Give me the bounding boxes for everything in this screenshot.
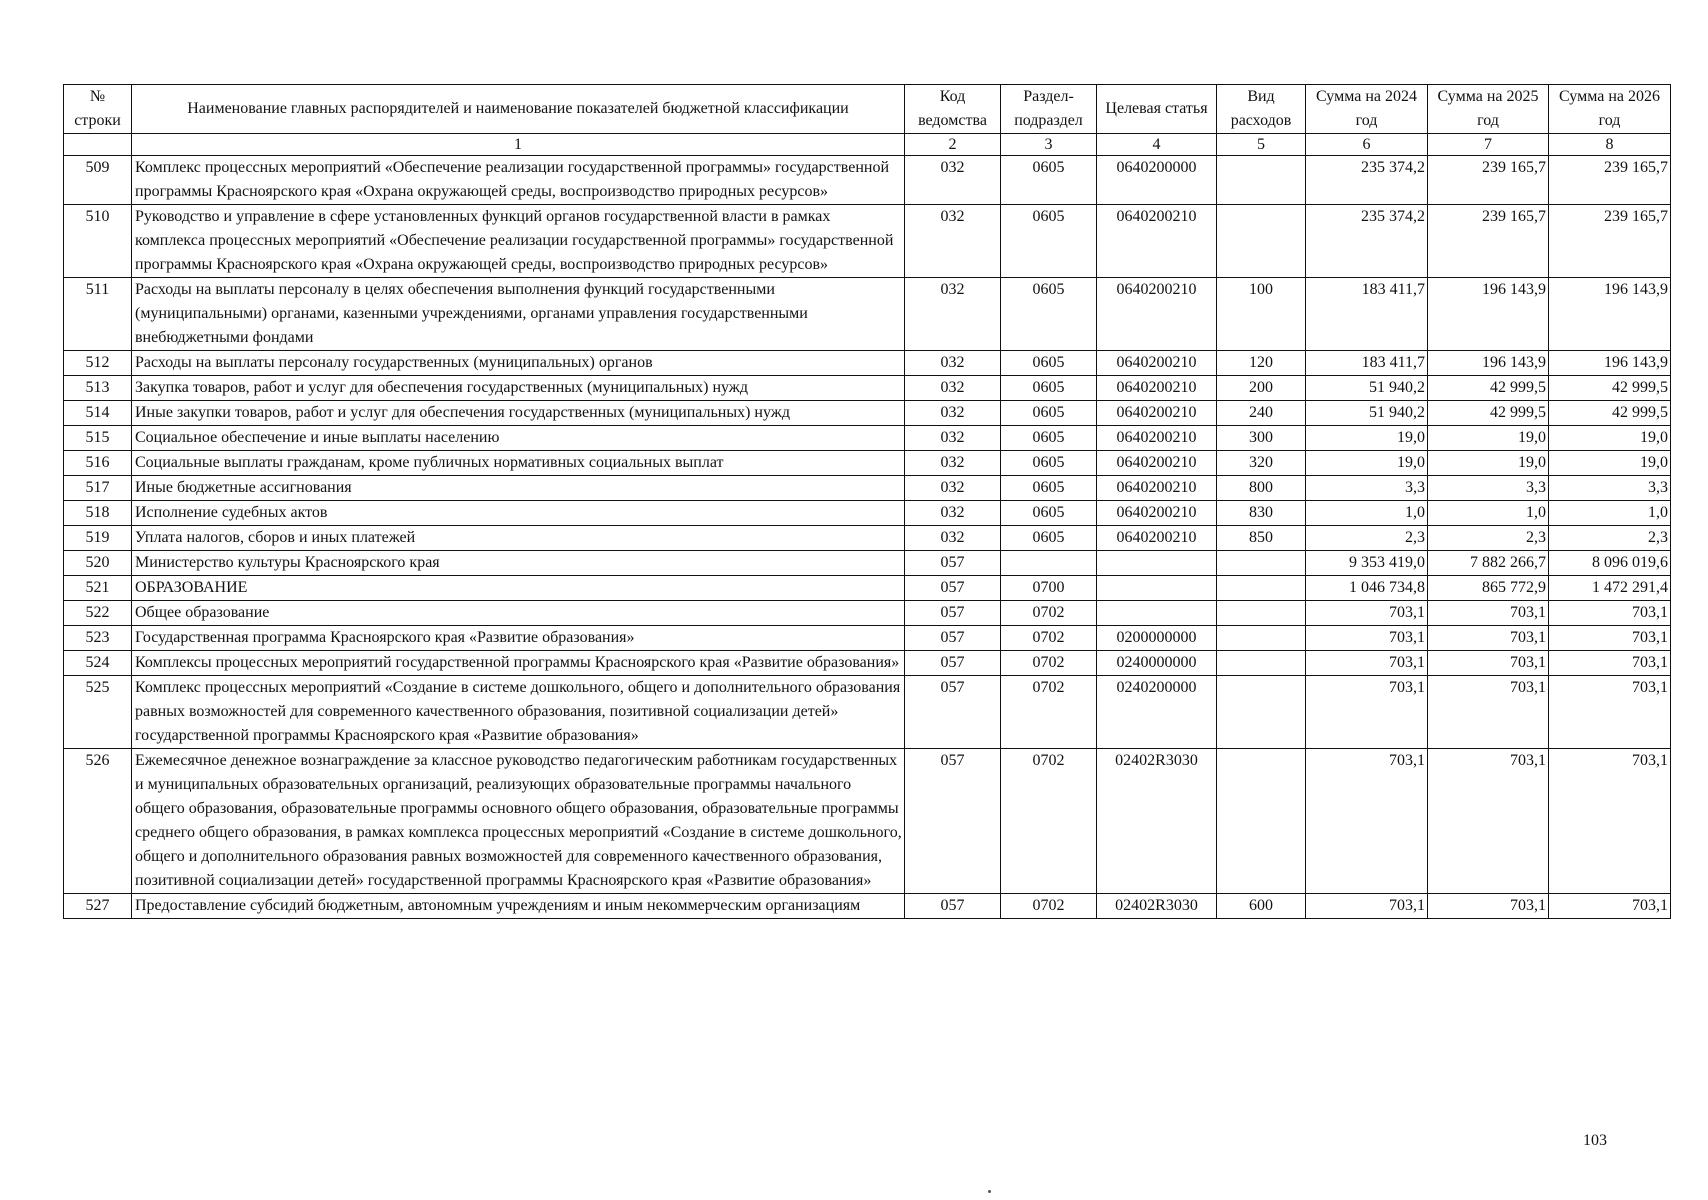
- row-sum-2026: 239 165,7: [1549, 205, 1671, 278]
- row-dept-code: 032: [905, 351, 1001, 376]
- row-number: 515: [64, 426, 132, 451]
- row-number: 516: [64, 451, 132, 476]
- row-sum-2026: 703,1: [1549, 676, 1671, 749]
- row-sum-2024: 9 353 419,0: [1306, 551, 1428, 576]
- row-target: 0640200210: [1097, 401, 1217, 426]
- column-number-row: [64, 134, 1671, 156]
- row-sum-2026: 703,1: [1549, 749, 1671, 894]
- row-number: 510: [64, 205, 132, 278]
- row-target: [1097, 601, 1217, 626]
- table-row: [64, 205, 1671, 278]
- row-sum-2024: 1,0: [1306, 501, 1428, 526]
- row-sum-2025: 1,0: [1428, 501, 1549, 526]
- table-row: [64, 626, 1671, 651]
- row-sum-2025: 703,1: [1428, 676, 1549, 749]
- column-number: 5: [1217, 134, 1306, 156]
- row-section: 0702: [1001, 626, 1097, 651]
- row-name: Комплекс процессных мероприятий «Обеспечение реализации государственной программы» государственной программы Красноярского края «Охрана окружающей среды, воспроизводство природных ресурсов»: [132, 156, 905, 205]
- row-section: 0702: [1001, 749, 1097, 894]
- row-section: 0605: [1001, 205, 1097, 278]
- row-number: 511: [64, 278, 132, 351]
- column-number: 4: [1097, 134, 1217, 156]
- row-section: 0605: [1001, 376, 1097, 401]
- row-expense-type: [1217, 576, 1306, 601]
- row-sum-2024: 703,1: [1306, 894, 1428, 919]
- column-number: 8: [1549, 134, 1671, 156]
- column-number-empty: [64, 134, 132, 156]
- table-row: [64, 676, 1671, 749]
- row-dept-code: 032: [905, 476, 1001, 501]
- row-sum-2024: 703,1: [1306, 676, 1428, 749]
- row-dept-code: 057: [905, 551, 1001, 576]
- row-section: 0605: [1001, 476, 1097, 501]
- row-dept-code: 032: [905, 526, 1001, 551]
- row-target: 0240000000: [1097, 651, 1217, 676]
- header-name: Наименование главных распорядителей и наименование показателей бюджетной классификации: [132, 85, 905, 134]
- table-row: [64, 894, 1671, 919]
- row-section: 0700: [1001, 576, 1097, 601]
- row-sum-2026: 196 143,9: [1549, 351, 1671, 376]
- row-expense-type: [1217, 205, 1306, 278]
- row-sum-2026: 239 165,7: [1549, 156, 1671, 205]
- row-target: [1097, 576, 1217, 601]
- row-sum-2025: 703,1: [1428, 749, 1549, 894]
- row-section: 0702: [1001, 601, 1097, 626]
- row-sum-2024: 183 411,7: [1306, 278, 1428, 351]
- row-name: Предоставление субсидий бюджетным, автономным учреждениям и иным некоммерческим организациям: [132, 894, 905, 919]
- table-row: [64, 401, 1671, 426]
- row-number: 512: [64, 351, 132, 376]
- row-number: 527: [64, 894, 132, 919]
- row-name: Комплексы процессных мероприятий государственной программы Красноярского края «Развитие образования»: [132, 651, 905, 676]
- column-number: 2: [905, 134, 1001, 156]
- row-section: 0605: [1001, 156, 1097, 205]
- table-row: [64, 576, 1671, 601]
- row-sum-2024: 703,1: [1306, 749, 1428, 894]
- page-number: 103: [1583, 1132, 1607, 1149]
- row-target: 0640200210: [1097, 205, 1217, 278]
- row-sum-2024: 703,1: [1306, 651, 1428, 676]
- row-sum-2025: 42 999,5: [1428, 401, 1549, 426]
- row-target: [1097, 551, 1217, 576]
- row-dept-code: 057: [905, 749, 1001, 894]
- row-dept-code: 057: [905, 601, 1001, 626]
- row-section: 0702: [1001, 894, 1097, 919]
- row-section: 0605: [1001, 278, 1097, 351]
- row-dept-code: 032: [905, 278, 1001, 351]
- budget-document: [63, 84, 1671, 919]
- row-expense-type: [1217, 156, 1306, 205]
- row-section: 0702: [1001, 676, 1097, 749]
- scan-dot: [988, 1190, 991, 1193]
- row-dept-code: 032: [905, 205, 1001, 278]
- row-dept-code: 057: [905, 676, 1001, 749]
- table-row: [64, 526, 1671, 551]
- row-section: 0605: [1001, 351, 1097, 376]
- row-dept-code: 032: [905, 451, 1001, 476]
- table-row: [64, 501, 1671, 526]
- row-sum-2026: 1,0: [1549, 501, 1671, 526]
- row-sum-2026: 2,3: [1549, 526, 1671, 551]
- row-sum-2025: 703,1: [1428, 651, 1549, 676]
- row-sum-2026: 703,1: [1549, 601, 1671, 626]
- table-row: [64, 476, 1671, 501]
- table-row: [64, 426, 1671, 451]
- row-sum-2025: 19,0: [1428, 426, 1549, 451]
- row-name: Расходы на выплаты персоналу государственных (муниципальных) органов: [132, 351, 905, 376]
- row-expense-type: 120: [1217, 351, 1306, 376]
- row-sum-2026: 196 143,9: [1549, 278, 1671, 351]
- row-target: 0640200210: [1097, 476, 1217, 501]
- row-dept-code: 032: [905, 501, 1001, 526]
- column-number: 6: [1306, 134, 1428, 156]
- row-sum-2025: 239 165,7: [1428, 205, 1549, 278]
- row-target: 0640200210: [1097, 351, 1217, 376]
- row-sum-2026: 8 096 019,6: [1549, 551, 1671, 576]
- row-expense-type: 320: [1217, 451, 1306, 476]
- row-target: 0640200210: [1097, 501, 1217, 526]
- header-dept-code: Код ведомства: [905, 85, 1001, 134]
- row-dept-code: 032: [905, 426, 1001, 451]
- row-name: Социальные выплаты гражданам, кроме публичных нормативных социальных выплат: [132, 451, 905, 476]
- row-sum-2026: 703,1: [1549, 651, 1671, 676]
- row-number: 525: [64, 676, 132, 749]
- table-row: [64, 551, 1671, 576]
- row-sum-2025: 3,3: [1428, 476, 1549, 501]
- header-sum-2026: Сумма на 2026 год: [1549, 85, 1671, 134]
- table-row: [64, 156, 1671, 205]
- row-number: 509: [64, 156, 132, 205]
- table-body: [64, 156, 1671, 919]
- row-sum-2026: 1 472 291,4: [1549, 576, 1671, 601]
- row-sum-2025: 196 143,9: [1428, 351, 1549, 376]
- row-sum-2024: 183 411,7: [1306, 351, 1428, 376]
- row-sum-2024: 235 374,2: [1306, 156, 1428, 205]
- row-expense-type: [1217, 676, 1306, 749]
- row-name: Уплата налогов, сборов и иных платежей: [132, 526, 905, 551]
- row-number: 520: [64, 551, 132, 576]
- row-expense-type: 100: [1217, 278, 1306, 351]
- row-number: 514: [64, 401, 132, 426]
- row-section: 0605: [1001, 451, 1097, 476]
- row-sum-2024: 51 940,2: [1306, 376, 1428, 401]
- row-sum-2026: 19,0: [1549, 451, 1671, 476]
- row-number: 521: [64, 576, 132, 601]
- header-target: Целевая статья: [1097, 85, 1217, 134]
- row-expense-type: [1217, 626, 1306, 651]
- column-number: 1: [132, 134, 905, 156]
- row-name: Министерство культуры Красноярского края: [132, 551, 905, 576]
- row-dept-code: 057: [905, 576, 1001, 601]
- row-name: Расходы на выплаты персоналу в целях обеспечения выполнения функций государственными (муниципальными) органами, казенными учреждениями, органами управления государственными внебюджетными фондами: [132, 278, 905, 351]
- row-expense-type: 300: [1217, 426, 1306, 451]
- row-name: Закупка товаров, работ и услуг для обеспечения государственных (муниципальных) нужд: [132, 376, 905, 401]
- row-target: 02402R3030: [1097, 894, 1217, 919]
- row-expense-type: 200: [1217, 376, 1306, 401]
- row-sum-2025: 703,1: [1428, 894, 1549, 919]
- row-expense-type: 600: [1217, 894, 1306, 919]
- row-expense-type: [1217, 601, 1306, 626]
- row-target: 0640200210: [1097, 526, 1217, 551]
- row-name: Иные закупки товаров, работ и услуг для обеспечения государственных (муниципальных) нужд: [132, 401, 905, 426]
- row-sum-2024: 3,3: [1306, 476, 1428, 501]
- row-sum-2026: 3,3: [1549, 476, 1671, 501]
- row-sum-2024: 235 374,2: [1306, 205, 1428, 278]
- row-sum-2025: 239 165,7: [1428, 156, 1549, 205]
- column-number: 7: [1428, 134, 1549, 156]
- row-target: 0200000000: [1097, 626, 1217, 651]
- header-row-no: № строки: [64, 85, 132, 134]
- row-number: 513: [64, 376, 132, 401]
- row-sum-2025: 7 882 266,7: [1428, 551, 1549, 576]
- row-sum-2025: 703,1: [1428, 601, 1549, 626]
- row-sum-2024: 2,3: [1306, 526, 1428, 551]
- row-sum-2025: 42 999,5: [1428, 376, 1549, 401]
- budget-table: [63, 84, 1671, 919]
- row-sum-2025: 2,3: [1428, 526, 1549, 551]
- row-name: Социальное обеспечение и иные выплаты населению: [132, 426, 905, 451]
- row-sum-2025: 19,0: [1428, 451, 1549, 476]
- row-expense-type: [1217, 651, 1306, 676]
- row-sum-2026: 42 999,5: [1549, 376, 1671, 401]
- row-sum-2026: 19,0: [1549, 426, 1671, 451]
- row-number: 524: [64, 651, 132, 676]
- row-name: Общее образование: [132, 601, 905, 626]
- row-sum-2024: 1 046 734,8: [1306, 576, 1428, 601]
- row-number: 526: [64, 749, 132, 894]
- row-expense-type: [1217, 749, 1306, 894]
- row-name: ОБРАЗОВАНИЕ: [132, 576, 905, 601]
- row-number: 517: [64, 476, 132, 501]
- header-section: Раздел-подраздел: [1001, 85, 1097, 134]
- row-dept-code: 057: [905, 626, 1001, 651]
- row-target: 02402R3030: [1097, 749, 1217, 894]
- row-sum-2026: 42 999,5: [1549, 401, 1671, 426]
- row-name: Руководство и управление в сфере установленных функций органов государственной власти в рамках комплекса процессных мероприятий «Обеспечение реализации государственной программы» государственной программы Красноярского края «Охрана окружающей среды, воспроизводство природных ресурсов»: [132, 205, 905, 278]
- row-section: 0605: [1001, 501, 1097, 526]
- row-dept-code: 032: [905, 156, 1001, 205]
- row-expense-type: 240: [1217, 401, 1306, 426]
- header-sum-2025: Сумма на 2025 год: [1428, 85, 1549, 134]
- row-expense-type: 850: [1217, 526, 1306, 551]
- table-row: [64, 651, 1671, 676]
- table-row: [64, 601, 1671, 626]
- column-number: 3: [1001, 134, 1097, 156]
- table-row: [64, 376, 1671, 401]
- row-sum-2024: 703,1: [1306, 626, 1428, 651]
- row-expense-type: 800: [1217, 476, 1306, 501]
- row-target: 0240200000: [1097, 676, 1217, 749]
- row-dept-code: 057: [905, 894, 1001, 919]
- row-sum-2024: 19,0: [1306, 451, 1428, 476]
- row-sum-2024: 19,0: [1306, 426, 1428, 451]
- row-sum-2025: 703,1: [1428, 626, 1549, 651]
- table-row: [64, 749, 1671, 894]
- row-dept-code: 057: [905, 651, 1001, 676]
- row-number: 519: [64, 526, 132, 551]
- row-sum-2025: 196 143,9: [1428, 278, 1549, 351]
- row-target: 0640200000: [1097, 156, 1217, 205]
- row-expense-type: [1217, 551, 1306, 576]
- row-sum-2025: 865 772,9: [1428, 576, 1549, 601]
- table-row: [64, 451, 1671, 476]
- row-sum-2024: 703,1: [1306, 601, 1428, 626]
- row-section: 0702: [1001, 651, 1097, 676]
- row-sum-2026: 703,1: [1549, 626, 1671, 651]
- row-target: 0640200210: [1097, 426, 1217, 451]
- row-name: Иные бюджетные ассигнования: [132, 476, 905, 501]
- row-target: 0640200210: [1097, 278, 1217, 351]
- table-row: [64, 278, 1671, 351]
- row-expense-type: 830: [1217, 501, 1306, 526]
- row-target: 0640200210: [1097, 451, 1217, 476]
- row-name: Комплекс процессных мероприятий «Создание в системе дошкольного, общего и дополнительного образования равных возможностей для современного качественного образования, позитивной социализации детей» государственной программы Красноярского края «Развитие образования»: [132, 676, 905, 749]
- row-name: Государственная программа Красноярского края «Развитие образования»: [132, 626, 905, 651]
- table-header-row: [64, 85, 1671, 134]
- row-section: 0605: [1001, 401, 1097, 426]
- table-row: [64, 351, 1671, 376]
- row-name: Ежемесячное денежное вознаграждение за классное руководство педагогическим работникам государственных и муниципальных образовательных организаций, реализующих образовательные программы начального общего образования, образовательные программы основного общего образования, образовательные программы среднего общего образования, в рамках комплекса процессных мероприятий «Создание в системе дошкольного, общего и дополнительного образования равных возможностей для современного качественного образования, позитивной социализации детей» государственной программы Красноярского края «Развитие образования»: [132, 749, 905, 894]
- row-dept-code: 032: [905, 376, 1001, 401]
- row-target: 0640200210: [1097, 376, 1217, 401]
- row-name: Исполнение судебных актов: [132, 501, 905, 526]
- row-dept-code: 032: [905, 401, 1001, 426]
- row-sum-2026: 703,1: [1549, 894, 1671, 919]
- row-section: 0605: [1001, 426, 1097, 451]
- header-sum-2024: Сумма на 2024 год: [1306, 85, 1428, 134]
- row-section: 0605: [1001, 526, 1097, 551]
- row-number: 518: [64, 501, 132, 526]
- row-number: 522: [64, 601, 132, 626]
- header-expense-type: Вид расходов: [1217, 85, 1306, 134]
- row-section: [1001, 551, 1097, 576]
- row-sum-2024: 51 940,2: [1306, 401, 1428, 426]
- row-number: 523: [64, 626, 132, 651]
